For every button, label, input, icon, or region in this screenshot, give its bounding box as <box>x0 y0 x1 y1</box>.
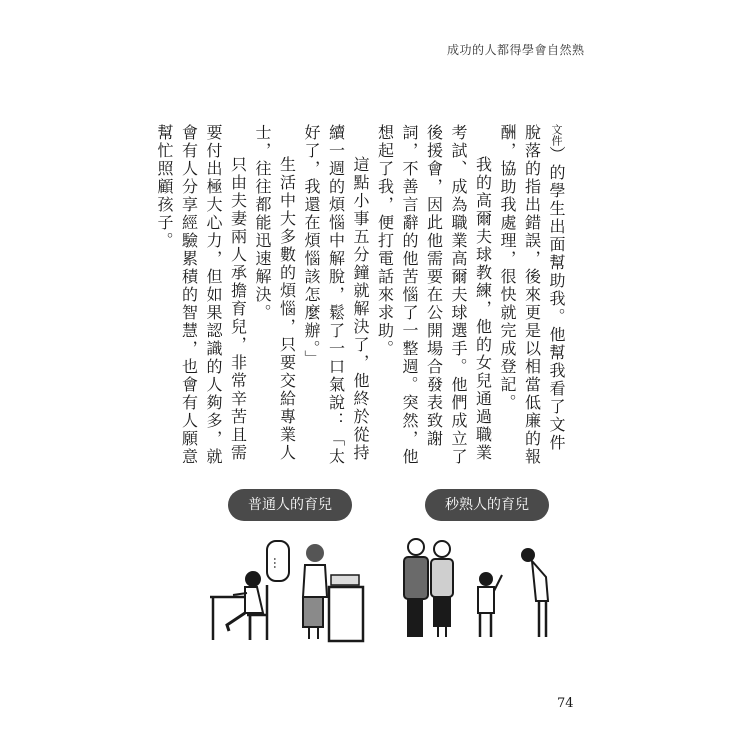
thought-ellipsis: … <box>271 557 285 569</box>
paragraph-5: 只由夫妻兩人承擔育兒，非常辛苦且需要付出極大心力，但如果認識的人夠多，就會有人分享經驗累積的智慧，也會有人願意幫忙照顧孩子。 <box>155 124 248 466</box>
paragraph-1-text: ）的學生出面幫助我。他幫我看了文件脫落的指出錯誤，後來更是以相當低廉的報酬，協助我處理，很快就完成登記。 <box>498 124 566 466</box>
kitchen-sink-icon <box>329 575 363 641</box>
page-number: 74 <box>557 696 574 711</box>
neighbor-bowing-icon <box>521 548 548 637</box>
grandmother-icon <box>431 541 453 637</box>
ordinary-parenting-illustration <box>205 535 370 647</box>
paragraph-3: 這點小事五分鐘就解決了，他終於從持續一週的煩惱中解脫，鬆了一口氣說：「太好了，我還在煩惱該怎麼辦。」 <box>302 124 370 466</box>
grandfather-icon <box>404 539 428 637</box>
child-waving-icon <box>478 572 502 637</box>
label-ordinary-parenting: 普通人的育兒 <box>228 489 352 521</box>
parent-washing-icon <box>303 544 327 639</box>
paragraph-4: 生活中大多數的煩惱，只要交給專業人士，往往都能迅速解決。 <box>253 124 297 462</box>
child-studying-icon <box>227 571 263 631</box>
label-sociable-parenting: 秒熟人的育兒 <box>425 489 549 521</box>
keyword: 文件 <box>550 124 563 146</box>
paragraph-2: 我的高爾夫球教練，他的女兒通過職業考試、成為職業高爾夫球選手。他們成立了後援會，因此他需要在公開場合發表致謝詞，不善言辭的他苦惱了一整週。突然，他想起了我，便打電話來求助。 <box>375 124 493 466</box>
paragraph-1 <box>495 124 569 466</box>
sociable-parenting-illustration <box>398 535 563 647</box>
running-header: 成功的人都得學會自然熟 <box>447 43 585 57</box>
body-text <box>155 124 568 466</box>
